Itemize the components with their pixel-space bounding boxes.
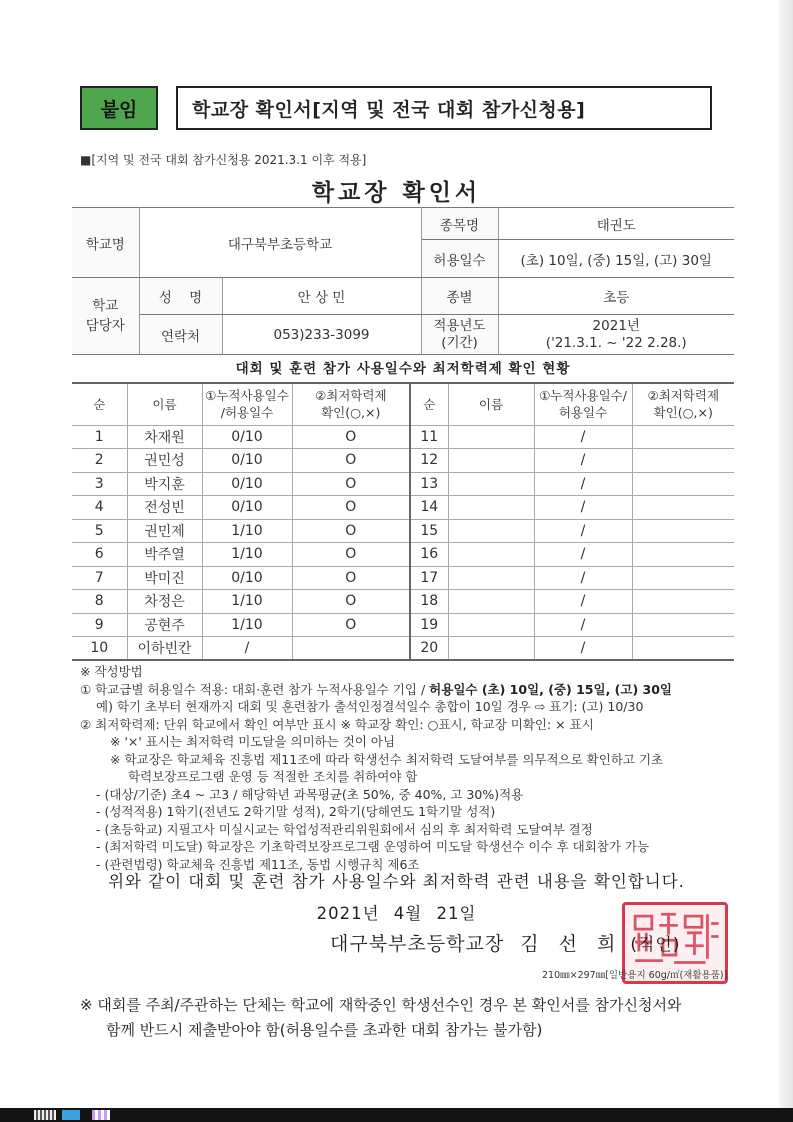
scan-mark (92, 1110, 110, 1120)
row-name-2 (448, 519, 534, 543)
table-row (72, 472, 734, 496)
footer-line-2: 함께 반드시 제출받아야 함(허용일수를 초과한 대회 참가는 불가함) (106, 1021, 543, 1039)
year-label: 적용년도 (기간) (421, 315, 498, 355)
row-no-2: 13 (410, 472, 448, 496)
row-no: 8 (72, 590, 127, 614)
row-check: O (292, 425, 410, 449)
row-days-2: / (534, 425, 632, 449)
col-header-academic-2: ②최저학력제 확인(○,×) (632, 383, 734, 425)
col-header-days-2: ①누적사용일수/ 허용일수 (534, 383, 632, 425)
footer-line-1: ※ 대회를 주최/주관하는 단체는 학교에 재학중인 학생선수인 경우 본 확인서를 참가신청서와 (80, 996, 682, 1014)
row-check: O (292, 472, 410, 496)
row-no-2: 18 (410, 590, 448, 614)
row-check: O (292, 590, 410, 614)
note-4b: 학력보장프로그램 운영 등 적절한 조치를 취하여야 함 (128, 769, 418, 784)
row-days: 0/10 (202, 425, 292, 449)
year-value: 2021년 ('21.3.1. ~ '22 2.28.) (498, 315, 734, 355)
table-row (72, 613, 734, 637)
name-label: 성 명 (139, 278, 222, 315)
table-row (72, 590, 734, 614)
row-no: 4 (72, 496, 127, 520)
row-check: O (292, 543, 410, 567)
row-days-2: / (534, 543, 632, 567)
note-4a: ※ 학교장은 학교체육 진흥법 제11조에 따라 학생선수 최저학력 도달여부를 의무적으로 확인하고 기초 (110, 751, 664, 767)
row-days-2: / (534, 519, 632, 543)
confirmation-text: 위와 같이 대회 및 훈련 참가 사용일수와 최저학력 관련 내용을 확인합니다. (108, 872, 685, 891)
instructions (76, 663, 736, 873)
table-row (72, 496, 734, 520)
row-check (292, 637, 410, 661)
row-check-2 (632, 496, 734, 520)
row-days: 1/10 (202, 519, 292, 543)
table-row (72, 566, 734, 590)
row-days: 1/10 (202, 543, 292, 567)
row-check-2 (632, 590, 734, 614)
row-days-2: / (534, 590, 632, 614)
row-no-2: 20 (410, 637, 448, 661)
row-days: 1/10 (202, 590, 292, 614)
row-days-2: / (534, 472, 632, 496)
row-name-2 (448, 637, 534, 661)
row-check-2 (632, 613, 734, 637)
row-check-2 (632, 472, 734, 496)
row-name-2 (448, 496, 534, 520)
note-1-text: ① 학교급별 허용일수 적용: 대회·훈련 참가 누적사용일수 기입 / (80, 681, 430, 697)
table-row (72, 543, 734, 567)
row-name: 차정은 (127, 590, 202, 614)
detail-2: - (성적적용) 1학기(전년도 2학기말 성적), 2학기(당해연도 1학기말 성적) (96, 804, 496, 819)
header-title: 학교장 확인서[지역 및 전국 대회 참가신청용] (176, 86, 712, 130)
row-name: 박지훈 (127, 472, 202, 496)
row-check: O (292, 449, 410, 473)
note-1-example: 예) 학기 초부터 현재까지 대회 및 훈련참가 출석인정결석일수 총합이 10일 경우 ⇨ 표기: (고) 10/30 (96, 699, 644, 714)
row-check: O (292, 496, 410, 520)
info-table (72, 207, 734, 355)
row-check-2 (632, 543, 734, 567)
row-check: O (292, 566, 410, 590)
contact-value: 053)233-3099 (222, 315, 421, 355)
row-no-2: 11 (410, 425, 448, 449)
row-days: 1/10 (202, 613, 292, 637)
scan-bottom-strip (0, 1108, 793, 1122)
row-check-2 (632, 519, 734, 543)
row-no: 1 (72, 425, 127, 449)
row-name-2 (448, 566, 534, 590)
scan-edge (779, 0, 793, 1122)
row-name-2 (448, 543, 534, 567)
seal-label: (직인) (630, 935, 681, 955)
note-2: ② 최저학력제: 단위 학교에서 확인 여부만 표시 ※ 학교장 확인: ○표시, 학교장 미확인: × 표시 (80, 716, 594, 732)
row-days-2: / (534, 613, 632, 637)
row-no-2: 12 (410, 449, 448, 473)
contact-label: 연락처 (139, 315, 222, 355)
col-header-name: 이름 (127, 383, 202, 425)
row-name-2 (448, 613, 534, 637)
row-no: 10 (72, 637, 127, 661)
principal-signature (330, 929, 680, 956)
footer-note (80, 993, 720, 1043)
allowed-days-value: (초) 10일, (중) 15일, (고) 30일 (498, 240, 734, 278)
row-check-2 (632, 566, 734, 590)
row-days: 0/10 (202, 496, 292, 520)
row-name: 공현주 (127, 613, 202, 637)
document-title: 학교장 확인서 (311, 180, 482, 206)
row-check-2 (632, 425, 734, 449)
principal-title: 대구북부초등학교장 (330, 933, 505, 955)
row-no-2: 17 (410, 566, 448, 590)
row-no: 2 (72, 449, 127, 473)
col-header-no-2: 순 (410, 383, 448, 425)
detail-4: - (최저학력 미도달) 학교장은 기초학력보장프로그램 운영하여 미도달 학생선수 이수 후 대회참가 가능 (96, 839, 650, 854)
col-header-name-2: 이름 (448, 383, 534, 425)
row-days: 0/10 (202, 472, 292, 496)
participation-table (72, 382, 734, 661)
row-name-2 (448, 425, 534, 449)
detail-5: - (관련법령) 학교체육 진흥법 제11조, 동법 시행규칙 제6조 (96, 856, 420, 872)
table-row (72, 519, 734, 543)
row-check-2 (632, 637, 734, 661)
row-check-2 (632, 449, 734, 473)
row-no: 6 (72, 543, 127, 567)
row-no: 9 (72, 613, 127, 637)
row-no-2: 14 (410, 496, 448, 520)
row-no-2: 16 (410, 543, 448, 567)
principal-name: 김 선 희 (520, 933, 617, 955)
row-no: 7 (72, 566, 127, 590)
row-check: O (292, 613, 410, 637)
issue-date: 2021년 4월 21일 (316, 904, 477, 923)
table-subtitle: 대회 및 훈련 참가 사용일수와 최저학력제 확인 현황 (235, 361, 571, 377)
allowed-days-label: 허용일수 (421, 240, 498, 278)
row-no: 5 (72, 519, 127, 543)
manager-name: 안 상 민 (222, 278, 421, 315)
row-no: 3 (72, 472, 127, 496)
notes-heading: ※ 작성방법 (80, 664, 143, 679)
row-name: 전성빈 (127, 496, 202, 520)
school-name: 대구북부초등학교 (139, 208, 421, 278)
category-label: 종별 (421, 278, 498, 315)
category-value: 초등 (498, 278, 734, 315)
event-label: 종목명 (421, 208, 498, 240)
row-days-2: / (534, 449, 632, 473)
row-name: 박주열 (127, 543, 202, 567)
table-row (72, 449, 734, 473)
row-name: 박미진 (127, 566, 202, 590)
row-name-2 (448, 590, 534, 614)
note-3: ※ '×' 표시는 최저학력 미도달을 의미하는 것이 아님 (110, 734, 396, 749)
scan-mark (34, 1110, 56, 1120)
row-days: 0/10 (202, 566, 292, 590)
note-1 (76, 681, 736, 699)
scan-mark (62, 1110, 80, 1120)
row-check: O (292, 519, 410, 543)
annex-badge: 붙임 (80, 86, 158, 130)
row-name: 이하빈칸 (127, 637, 202, 661)
event-value: 태권도 (498, 208, 734, 240)
row-name: 권민성 (127, 449, 202, 473)
applies-note: ■[지역 및 전국 대회 참가신청용 2021.3.1 이후 적용] (80, 153, 367, 167)
table-row (72, 637, 734, 661)
row-name-2 (448, 472, 534, 496)
table-row (72, 425, 734, 449)
row-days: / (202, 637, 292, 661)
row-days-2: / (534, 566, 632, 590)
row-days-2: / (534, 496, 632, 520)
row-name: 권민제 (127, 519, 202, 543)
col-header-no: 순 (72, 383, 127, 425)
detail-3: - (초등학교) 지필고사 미실시교는 학업성적관리위원회에서 심의 후 최저학력 도달여부 결정 (96, 821, 593, 837)
school-label: 학교명 (72, 208, 139, 278)
row-days: 0/10 (202, 449, 292, 473)
paper-spec: 210㎜×297㎜[일반용지 60g/㎡(재활용품)] (542, 970, 728, 981)
row-name: 차재원 (127, 425, 202, 449)
col-header-days: ①누적사용일수 /허용일수 (202, 383, 292, 425)
row-days-2: / (534, 637, 632, 661)
col-header-academic: ②최저학력제 확인(○,×) (292, 383, 410, 425)
detail-1: - (대상/기준) 초4 ~ 고3 / 해당학년 과목평균(초 50%, 중 40%, 고 30%)적용 (96, 786, 524, 802)
manager-label: 학교 담당자 (72, 278, 139, 355)
header-row (80, 86, 712, 130)
row-name-2 (448, 449, 534, 473)
note-1-bold: 허용일수 (초) 10일, (중) 15일, (고) 30일 (429, 681, 672, 697)
row-no-2: 15 (410, 519, 448, 543)
row-no-2: 19 (410, 613, 448, 637)
